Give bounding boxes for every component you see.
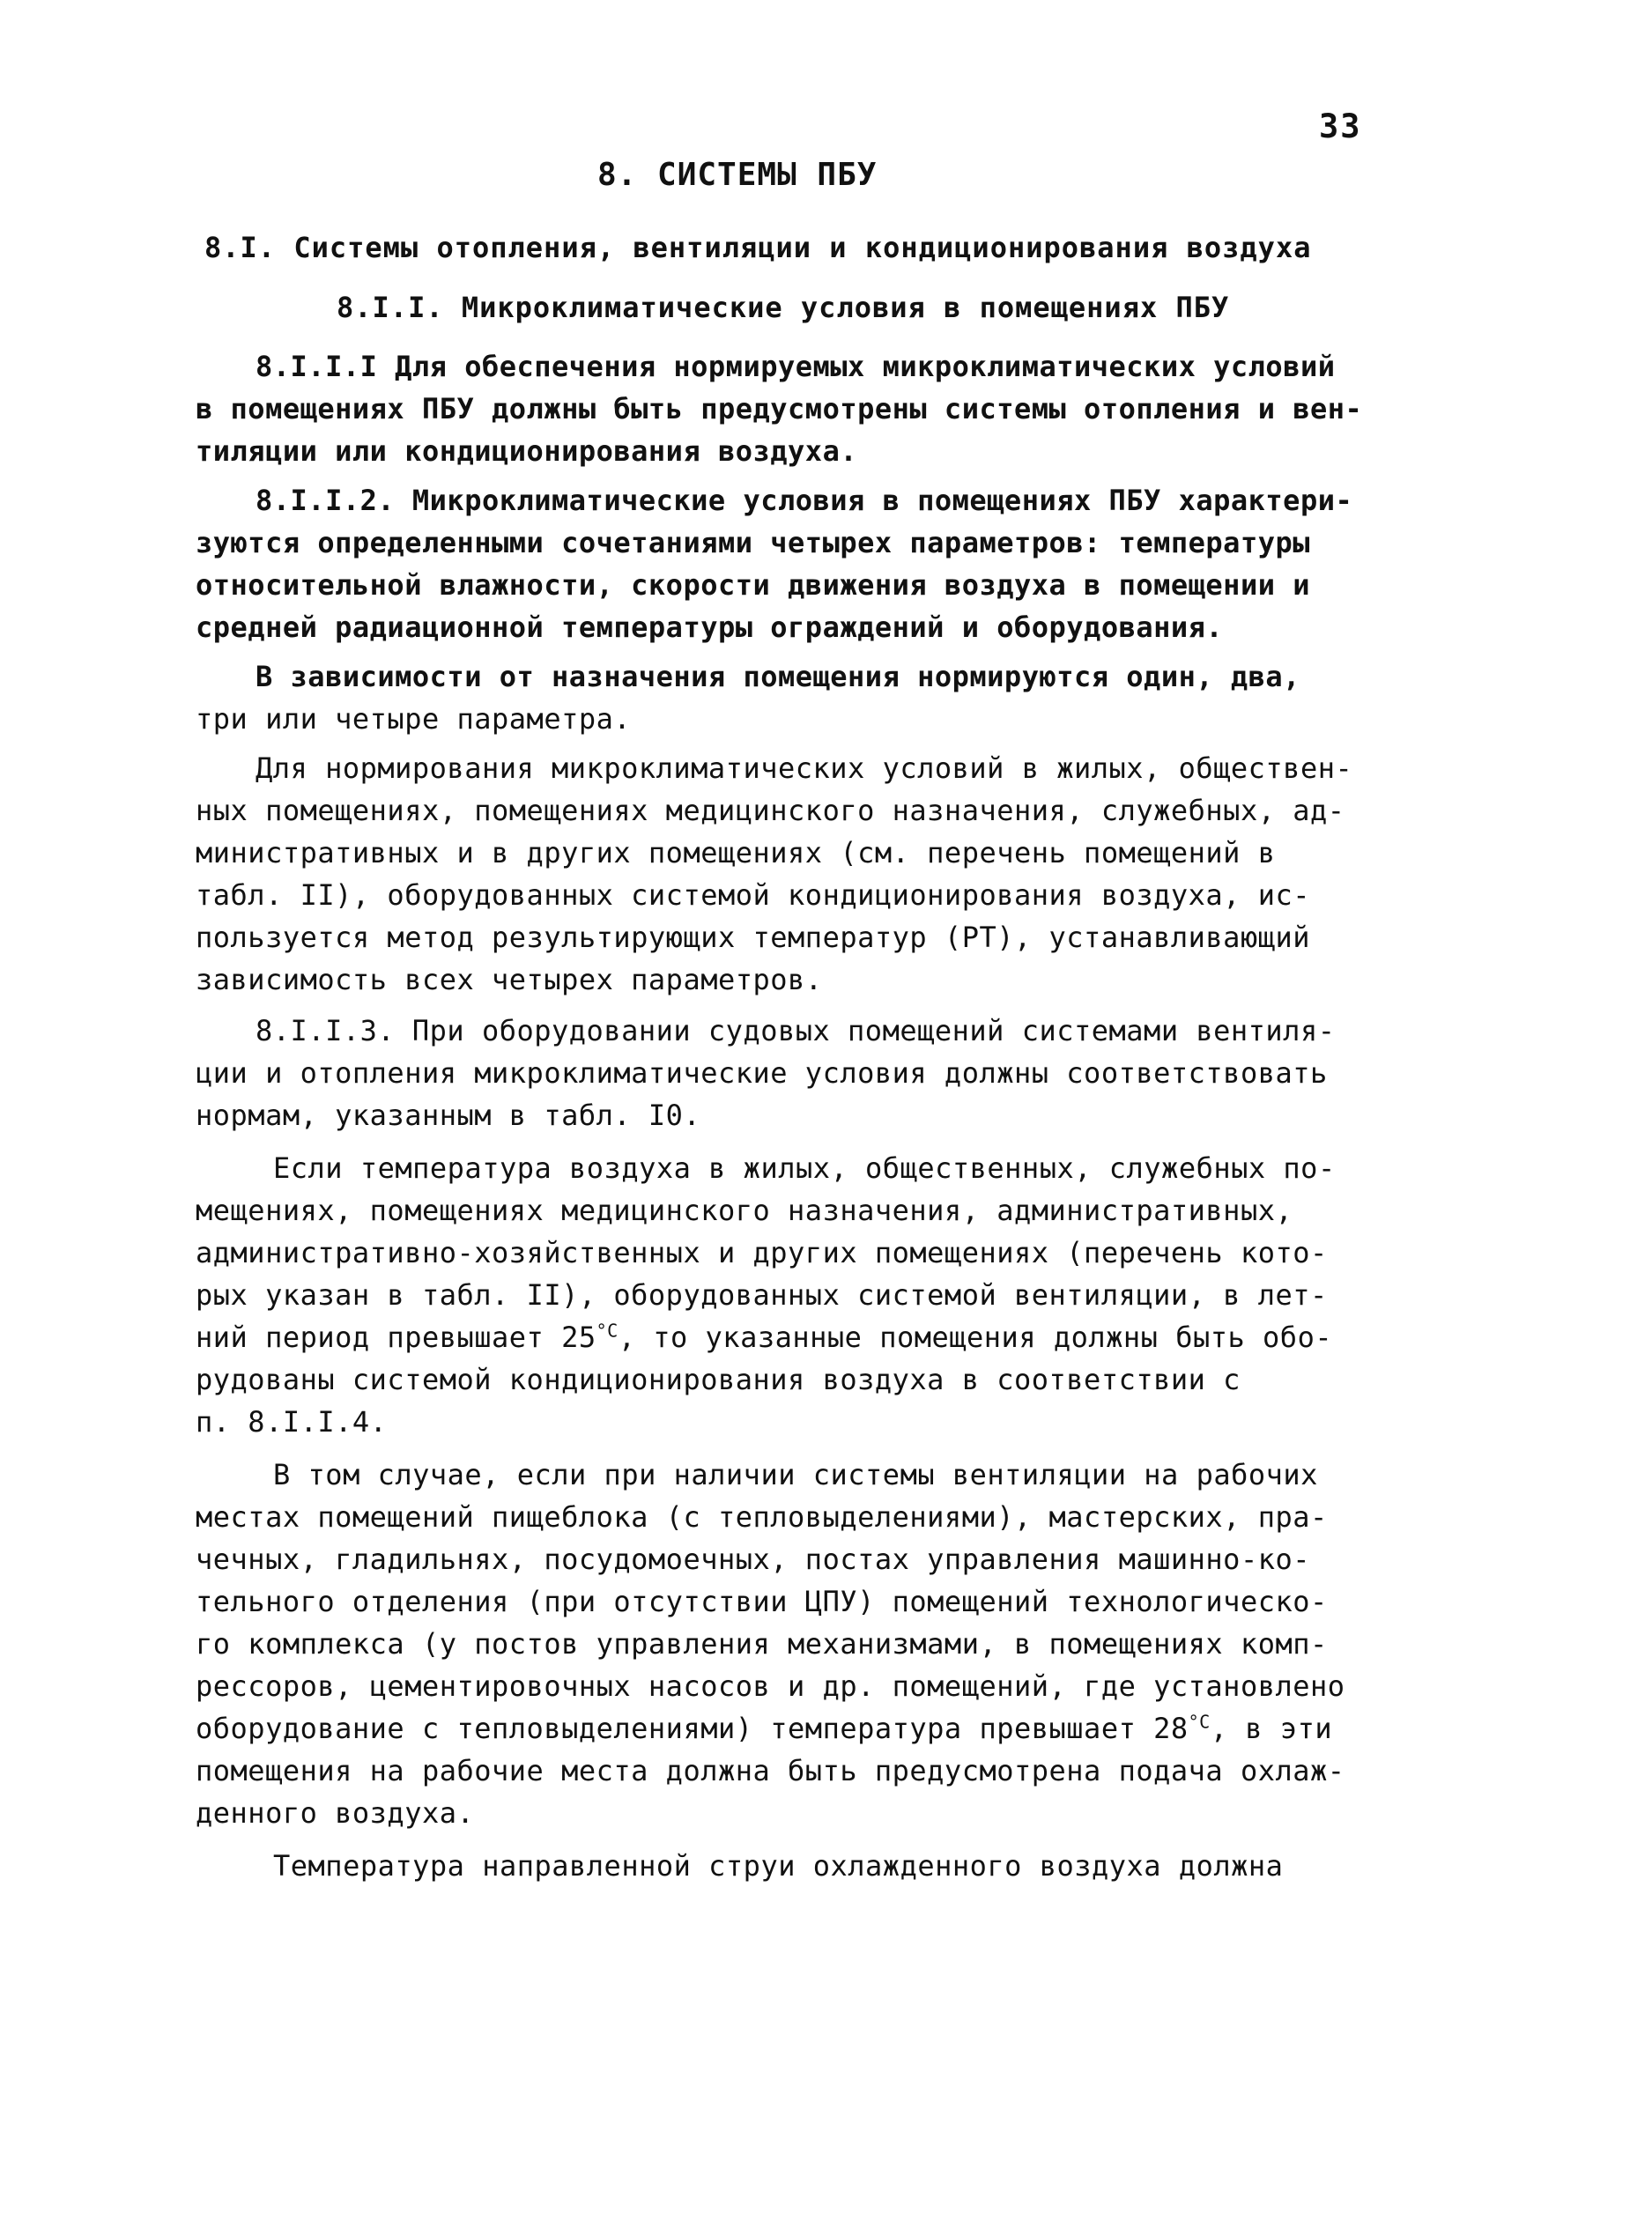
text-line: Для нормирования микроклиматических условий в жилых, обществен- — [256, 751, 1353, 785]
degree-celsius: °C — [1188, 1711, 1211, 1733]
text-line: министративных и в других помещениях (см. перечень помещений в — [196, 836, 1276, 870]
text-line: Температура направленной струи охлажденного воздуха должна — [273, 1849, 1284, 1883]
text-line: в помещениях ПБУ должны быть предусмотрены системы отопления и вен- — [196, 392, 1363, 426]
page-number: 33 — [1319, 107, 1362, 145]
text-line: ний период превышает $25^{^\circ C}$, то указанные помещения должны быть обо- — [196, 1320, 1333, 1354]
text-line: оборудование с тепловыделениями) температура превышает $28^{^\circ C}$, в эти — [196, 1711, 1333, 1745]
text-line: тельного отделения (при отсутствии ЦПУ) помещений технологическо- — [196, 1585, 1328, 1618]
text-line: В зависимости от назначения помещения нормируются один, два, — [256, 660, 1300, 693]
text-line: средней радиационной температуры ограждений и оборудования. — [196, 610, 1224, 644]
text-line: зависимость всех четырех параметров. — [196, 963, 823, 996]
text-line: ных помещениях, помещениях медицинского назначения, служебных, ад- — [196, 794, 1345, 827]
text-line: чечных, гладильнях, посудомоечных, постах управления машинно-ко- — [196, 1543, 1310, 1576]
text-line: рых указан в табл. II), оборудованных системой вентиляции, в лет- — [196, 1278, 1328, 1312]
text-line: рудованы системой кондиционирования воздуха в соответствии с — [196, 1363, 1241, 1396]
text-line: пользуется метод результирующих температур (РТ), устанавливающий — [196, 921, 1310, 954]
text-line: три или четыре параметра. — [196, 702, 632, 736]
text-line: 8.I.I.3. При оборудовании судовых помещений системами вентиля- — [256, 1014, 1336, 1047]
text-line: местах помещений пищеблока (с тепловыделениями), мастерских, пра- — [196, 1500, 1328, 1534]
text-line: рессоров, цементировочных насосов и др. помещений, где установлено — [196, 1669, 1345, 1703]
text-line: 8.I.I.2. Микроклиматические условия в помещениях ПБУ характери- — [256, 484, 1353, 517]
text-line: п. 8.I.I.4. — [196, 1405, 388, 1439]
text-line: В том случае, если при наличии системы вентиляции на рабочих — [273, 1458, 1318, 1491]
text-line: го комплекса (у постов управления механизмами, в помещениях комп- — [196, 1627, 1328, 1661]
degree-celsius: °C — [596, 1320, 619, 1342]
text-line: денного воздуха. — [196, 1796, 475, 1830]
subsection-heading: 8.I.I. Микроклиматические условия в помещениях ПБУ — [337, 291, 1230, 324]
text-line: ции и отопления микроклиматические условия должны соответствовать — [196, 1056, 1328, 1090]
text-line: 8.I.I.I Для обеспечения нормируемых микроклиматических условий — [256, 350, 1336, 383]
text-line: табл. II), оборудованных системой кондиционирования воздуха, ис- — [196, 878, 1310, 912]
text-line: относительной влажности, скорости движения воздуха в помещении и — [196, 568, 1310, 602]
text-line: административно-хозяйственных и других помещениях (перечень кото- — [196, 1236, 1328, 1269]
chapter-heading: 8. СИСТЕМЫ ПБУ — [597, 157, 878, 193]
text-line: зуются определенными сочетаниями четырех параметров: температуры — [196, 526, 1310, 559]
text-line: тиляции или кондиционирования воздуха. — [196, 434, 858, 468]
section-heading: 8.I. Системы отопления, вентиляции и кондиционирования воздуха — [204, 231, 1312, 264]
text-line: Если температура воздуха в жилых, общественных, служебных по- — [273, 1151, 1336, 1185]
text-line: нормам, указанным в табл. I0. — [196, 1099, 701, 1132]
text-line: помещения на рабочие места должна быть предусмотрена подача охлаж- — [196, 1754, 1345, 1787]
text-line: мещениях, помещениях медицинского назначения, административных, — [196, 1194, 1293, 1227]
